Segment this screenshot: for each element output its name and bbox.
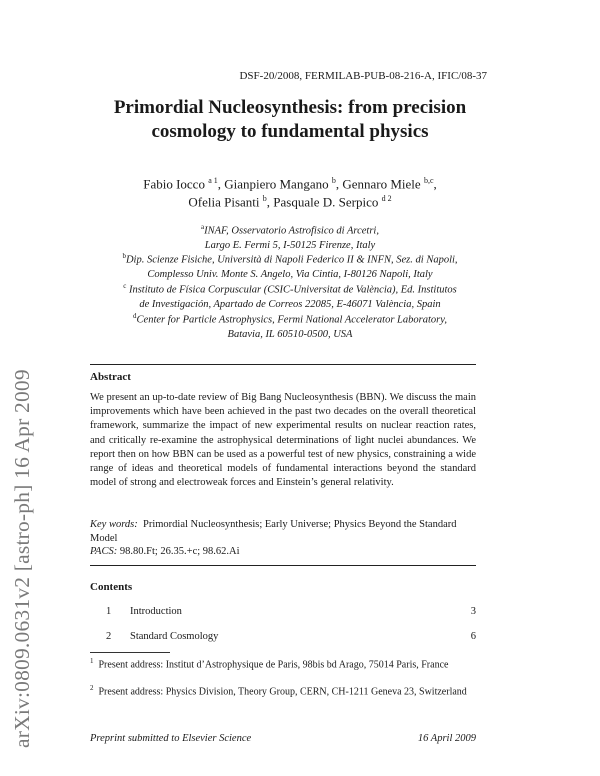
affiliation-marker: d — [133, 312, 137, 320]
affiliation-b — [80, 249, 500, 282]
affiliation-line: Complesso Univ. Monte S. Angelo, Via Cintia, I-80126 Napoli, Italy — [147, 268, 433, 280]
author-marker: b,c — [423, 176, 434, 185]
keywords — [90, 518, 476, 546]
affiliation-marker: a — [201, 223, 205, 231]
abstract-bottom-rule — [90, 565, 476, 566]
author-name: Fabio Iocco — [143, 176, 205, 192]
toc-page: 6 — [470, 631, 476, 642]
author-marker: d 2 — [381, 194, 392, 203]
affiliation-line: Center for Particle Astrophysics, Fermi National Accelerator Laboratory, — [136, 314, 447, 326]
footnote-rule — [90, 652, 170, 653]
affiliation-line: Largo E. Fermi 5, I-50125 Firenze, Italy — [204, 239, 376, 251]
preprint-date: 16 April 2009 — [417, 733, 476, 744]
affiliation-line: de Investigación, Apartado de Correos 22085, E-46071 València, Spain — [139, 298, 441, 310]
toc-number: 2 — [106, 631, 112, 642]
footnote-2 — [90, 682, 476, 698]
affiliation-line: Instituto de Física Corpuscular (CSIC-Universitat de València), Ed. Institutos — [128, 284, 457, 296]
arxiv-identifier: arXiv:0809.0631v2 [astro-ph] 16 Apr 2009 — [10, 369, 34, 748]
toc-title[interactable]: Introduction — [130, 606, 182, 617]
footnote-text: Present address: Physics Division, Theory Group, CERN, CH-1211 Geneva 23, Switzerland — [98, 686, 467, 698]
toc-page: 3 — [470, 606, 476, 617]
paper-title — [90, 96, 490, 144]
affiliation-line: Batavia, IL 60510-0500, USA — [227, 328, 353, 340]
abstract-top-rule — [90, 364, 476, 365]
author-marker: a 1 — [208, 176, 218, 185]
contents-heading: Contents — [90, 581, 133, 593]
affiliation-marker: c — [123, 282, 127, 290]
title-line-1: Primordial Nucleosynthesis: from precision — [113, 97, 467, 118]
author-line-1: Fabio Iocco $^{a 1}$, Gianpiero Mangano $^b$, Gennaro Miele $^{b,c}$, — [143, 176, 437, 192]
abstract-text: We present an up-to-date review of Big Bang Nucleosynthesis (BBN). We discuss the main improvements which have been achieved in the past two decades on the overall theoretical framework, summarize the impact of new experimental results on nuclear reaction rates, and critically re-examine the astrophysical determinations of light nuclei abundances. We report then on how BBN can be used as a powerful test of new physics, constraining a wide range of ideas and theoretical models of fundamental interactions beyond the standard model of strong and electroweak forces and Einstein’s general relativity. — [90, 392, 476, 489]
preprint-note: Preprint submitted to Elsevier Science — [90, 733, 252, 744]
author-marker: b — [331, 176, 336, 185]
affiliation-a — [80, 220, 500, 253]
toc-number: 1 — [106, 606, 112, 617]
footnote-text: Present address: Institut d’Astrophysique de Paris, 98bis bd Arago, 75014 Paris, France — [98, 659, 449, 671]
footnote-marker: 2 — [90, 684, 94, 692]
toc-entry[interactable] — [90, 631, 476, 647]
title-line-2: cosmology to fundamental physics — [151, 121, 429, 142]
keywords-label: Key words: — [90, 519, 138, 530]
affiliation-line: INAF, Osservatorio Astrofisico di Arcetri, — [204, 225, 379, 237]
footnote-marker: 1 — [90, 657, 94, 665]
pacs — [90, 545, 476, 559]
author-marker: b — [262, 194, 267, 203]
affiliation-line: Dip. Scienze Fisiche, Università di Napoli Federico II & INFN, Sez. di Napoli, — [125, 254, 458, 266]
toc-entry[interactable] — [90, 606, 476, 622]
author-name: Gianpiero Mangano — [224, 176, 329, 192]
pacs-label: PACS: — [90, 546, 118, 557]
author-line-2: Ofelia Pisanti $^b$, Pasquale D. Serpico $^{d 2}$ — [188, 194, 392, 210]
footnote-1 — [90, 655, 476, 671]
pacs-text: 98.80.Ft; 26.35.+c; 98.62.Ai — [119, 546, 240, 557]
affiliation-d — [80, 309, 500, 342]
report-numbers: DSF-20/2008, FERMILAB-PUB-08-216-A, IFIC/08-37 — [239, 70, 487, 82]
toc-title[interactable]: Standard Cosmology — [130, 631, 219, 642]
author-name: Pasquale D. Serpico — [273, 194, 379, 210]
author-name: Gennaro Miele — [342, 176, 421, 192]
affiliation-c — [80, 279, 500, 312]
abstract-heading: Abstract — [90, 371, 131, 383]
author-name: Ofelia Pisanti — [188, 194, 260, 210]
affiliation-marker: b — [122, 252, 126, 260]
keywords-text: Primordial Nucleosynthesis; Early Universe; Physics Beyond the Standard Model — [90, 519, 457, 544]
